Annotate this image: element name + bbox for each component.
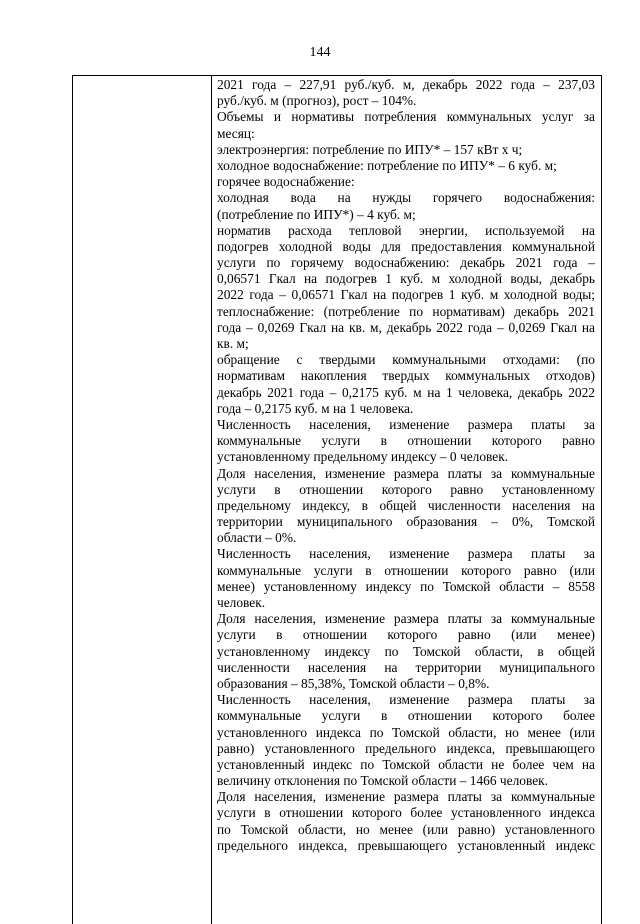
text-line: коммунальные услуги в отношении которого равно (или xyxy=(217,562,595,578)
text-line: норматив расхода тепловой энергии, используемой на xyxy=(217,222,595,238)
text-line: Численность населения, изменение размера платы за xyxy=(217,416,595,432)
table-border-left xyxy=(72,76,73,924)
text-line: 2021 года – 227,91 руб./куб. м, декабрь 2022 года – 237,03 xyxy=(217,77,595,92)
text-line: установленного индекса по Томской области, но менее (или xyxy=(217,724,595,740)
text-line: холодное водоснабжение: потребление по ИПУ* – 6 куб. м; xyxy=(217,157,557,173)
text-line: Численность населения, изменение размера платы за xyxy=(217,692,595,708)
page-number: 144 xyxy=(309,45,331,60)
text-line: области – 0%. xyxy=(217,530,297,546)
text-line: обращение с твердыми коммунальными отходами: (по xyxy=(217,352,595,368)
text-line: равно) установленного предельного индекса, превышающего xyxy=(217,740,595,756)
text-line: установленный индекс по Томской области не более чем на xyxy=(217,756,595,772)
text-line: 2022 года – 0,06571 Гкал на подогрев 1 куб. м холодной воды; xyxy=(217,287,595,303)
text-line: численности населения на территории муниципального xyxy=(217,659,595,675)
table-column-divider xyxy=(211,76,212,924)
text-line: электроэнергия: потребление по ИПУ* – 157 кВт х ч; xyxy=(217,141,523,157)
text-line: года – 0,0269 Гкал на кв. м, декабрь 2022 года – 0,0269 Гкал на xyxy=(217,319,595,335)
text-line: установленному индексу по Томской области, в общей xyxy=(217,643,595,659)
text-line: Доля населения, изменение размера платы за коммунальные xyxy=(217,611,595,627)
text-line: 0,06571 Гкал на подогрев 1 куб. м холодной воды, декабрь xyxy=(217,271,595,287)
text-line: года – 0,2175 куб. м на 1 человека. xyxy=(217,400,414,416)
text-line: величину отклонения по Томской области – 1466 человек. xyxy=(217,773,548,789)
text-line: Численность населения, изменение размера платы за xyxy=(217,546,595,562)
text-line: (потребление по ИПУ*) – 4 куб. м; xyxy=(217,206,416,222)
text-line: человек. xyxy=(217,595,266,610)
text-line: предельного индекса, превышающего установленный индекс xyxy=(217,837,595,853)
text-line: руб./куб. м (прогноз), рост – 104%. xyxy=(217,93,417,109)
text-line: кв. м; xyxy=(217,336,249,351)
text-line: коммунальные услуги в отношении которого более xyxy=(217,708,595,724)
text-line: коммунальные услуги в отношении которого равно xyxy=(217,433,595,449)
text-line: Доля населения, изменение размера платы за коммунальные xyxy=(217,789,595,805)
table-cell-text xyxy=(217,77,595,854)
text-line: теплоснабжение: (потребление по нормативам) декабрь 2021 xyxy=(217,303,595,319)
table-border-right xyxy=(601,76,602,924)
text-line: установленному предельному индексу – 0 человек. xyxy=(217,449,509,465)
text-line: декабрь 2021 года – 0,2175 куб. м на 1 человека, декабрь 2022 xyxy=(217,384,595,400)
text-line: услуги в отношении которого равно (или менее) xyxy=(217,627,595,643)
text-line: территории муниципального образования – 0%, Томской xyxy=(217,514,595,530)
text-line: предельному индексу, в общей численности населения на xyxy=(217,497,595,513)
text-line: менее) установленному индексу по Томской области – 8558 xyxy=(217,578,595,594)
text-line: услуги в отношении которого более установленного индекса xyxy=(217,805,595,821)
text-line: по Томской области, но менее (или равно) установленного xyxy=(217,821,595,837)
text-line: Доля населения, изменение размера платы за коммунальные xyxy=(217,465,595,481)
text-line: подогрев холодной воды для предоставления коммунальной xyxy=(217,238,595,254)
text-line: услуги в отношении которого равно установленному xyxy=(217,481,595,497)
text-line: Объемы и нормативы потребления коммунальных услуг за xyxy=(217,109,595,125)
text-line: услуги по горячему водоснабжению: декабрь 2021 года – xyxy=(217,255,595,271)
content-table xyxy=(72,75,602,924)
text-line: образования – 85,38%, Томской области – 0,8%. xyxy=(217,675,490,691)
text-line: месяц: xyxy=(217,125,255,141)
text-line: холодная вода на нужды горячего водоснабжения: xyxy=(217,190,595,206)
text-line: нормативам накопления твердых коммунальных отходов) xyxy=(217,368,595,384)
text-line: горячее водоснабжение: xyxy=(217,174,355,190)
